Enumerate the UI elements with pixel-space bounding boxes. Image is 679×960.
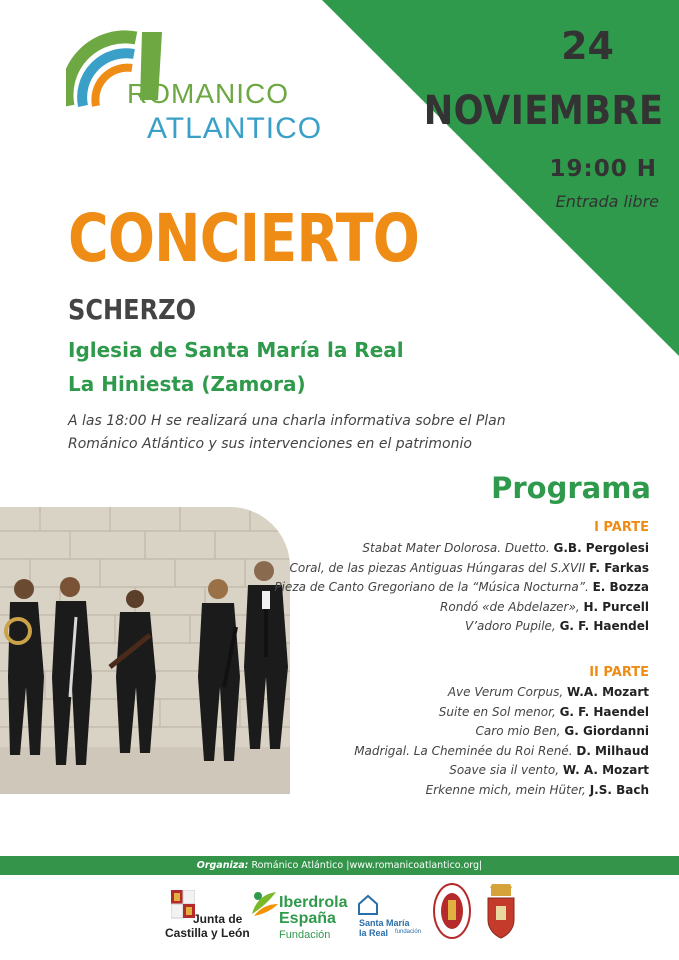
iberdrola-leaf-icon [250,888,280,918]
program-item [354,761,649,781]
junta-line2: Castilla y León [165,926,250,940]
program-item [274,559,649,579]
ensemble-name: SCHERZO [68,293,197,326]
program-composer: G. Giordanni [564,724,649,738]
program-item [354,703,649,723]
program-item [354,742,649,762]
program-work: Caro mio Ben, [475,724,565,738]
part1-list [274,539,649,637]
diocesis-seal-icon [433,882,471,940]
ensemble-photo [0,507,290,794]
part2-label: II PARTE [589,665,649,680]
program-composer: G.B. Pergolesi [553,541,649,555]
iberdrola-line2: España [279,910,336,927]
program-item [354,781,649,801]
logo-text-line2: ATLANTICO [147,112,323,145]
program-composer: H. Purcell [583,599,649,614]
part2-list [354,683,649,800]
program-work: V’adoro Pupile, [465,619,560,633]
program-work: Pieza de Canto Gregoriano de la “Música Nocturna”. [274,580,593,594]
santamaria-line1: Santa María [359,918,410,928]
program-composer: J.S. Bach [589,782,649,797]
program-composer: W.A. Mozart [567,685,649,699]
program-composer: W. A. Mozart [562,763,649,777]
event-time: 19:00 H [549,156,657,182]
program-work: Erkenne mich, mein Hüter, [425,782,590,797]
program-item [354,722,649,742]
program-item [354,683,649,703]
iberdrola-line3: Fundación [279,929,331,941]
program-composer: D. Milhaud [576,743,649,758]
junta-line1: Junta de [193,912,243,926]
coat-of-arms-icon [171,890,195,920]
footer-label: Organiza: [196,860,249,871]
talk-line2: Románico Atlántico y sus intervenciones en el patrimonio [68,436,472,452]
program-composer: G. F. Haendel [559,704,649,719]
program-work: Soave sia il vento, [449,763,563,777]
talk-line1: A las 18:00 H se realizará una charla informativa sobre el Plan [68,413,506,429]
diocesis-zamora-seal [433,882,471,944]
program-work: Madrigal. La Cheminée du Roi René. [354,743,577,758]
program-work: Coral, de las piezas Antiguas Húngaras del S.XVII [289,560,590,575]
program-composer: G. F. Haendel [559,619,649,633]
entry-info: Entrada libre [555,192,659,211]
program-item [274,539,649,559]
program-work: Rondó «de Abdelazer», [440,599,584,614]
church-outline-icon [357,894,379,916]
program-work: Stabat Mater Dolorosa. Duetto. [362,541,554,555]
santamaria-line2: la Real [359,928,389,938]
town-coat-of-arms [486,882,516,944]
talk-info [68,410,508,456]
event-day: 24 [561,24,614,68]
crest-icon [486,882,516,940]
footer-organizer-bar [0,856,679,875]
venue-location: La Hiniesta (Zamora) [68,372,306,396]
program-item [274,598,649,618]
logo-text-line1: ROMANICO [127,78,289,109]
footer-text: Románico Atlántico |www.romanicoatlantico.org| [248,860,483,871]
program-work: Suite en Sol menor, [438,704,560,719]
part1-label: I PARTE [594,520,649,535]
program-item [274,617,649,637]
program-composer: F. Farkas [589,560,649,575]
event-title: CONCIERTO [68,200,419,277]
program-item [274,578,649,598]
program-title: Programa [491,471,651,505]
program-work: Ave Verum Corpus, [447,685,568,699]
santamaria-line3: fundación [395,929,422,935]
venue-name: Iglesia de Santa María la Real [68,338,404,362]
event-month: NOVIEMBRE [423,88,663,134]
program-composer: E. Bozza [592,580,649,594]
iberdrola-line1: Iberdrola [279,894,348,911]
